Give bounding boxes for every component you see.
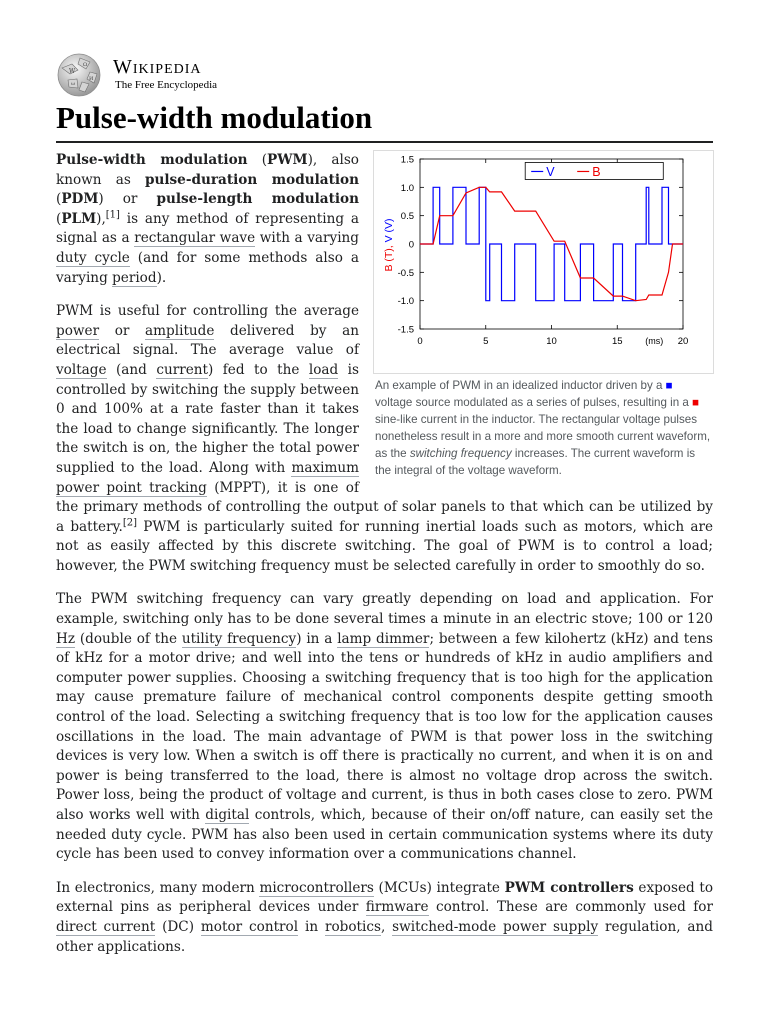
text: in [298,918,325,935]
y-tick-label: 1.5 [400,154,414,166]
page-title: Pulse-width modulation [56,98,713,143]
y-tick-label: 0 [408,239,414,251]
reference-2[interactable] [123,517,137,528]
text: control. These are commonly used for [428,899,713,916]
text: ( [56,210,62,227]
link-period[interactable]: period [112,269,157,286]
x-tick-label: 10 [546,336,557,347]
text: or [99,322,146,339]
text: is controlled by switching the supply between 0 and 100% at a rate faster than it takes the load to change significantly. The longer the switch is on, the higher the total power supplied to the load. Along with [56,361,359,476]
text: ; between a few kilohertz (kHz) and tens of kHz for a motor drive; and well into the tens or hundreds of kHz in audio amplifiers and computer power supplies. Choosing a switching frequency that is too high for the application may cause premature failure of mechanical control components despite getting smooth control of the load. Selecting a switching frequency that is too low for the application causes oscillations in the load. The main advantage of PWM is that power loss in the switching devices is very low. When a switch is off there is practically no current, and when it is on and power is being transferred to the load, there is almost no voltage drop across the switch. Power loss, being the product of voltage and current, is thus in both cases close to zero. PWM also works well with [56,630,713,823]
link-hz[interactable]: Hz [56,630,76,647]
term-bold: PLM [61,210,97,227]
text: controls, which, because of their on/off nature, can easily set the needed duty cycle. PWM has also been used in certain communication systems where its duty cycle has been used to convey information over a communications channel. [56,807,713,863]
term-bold: PWM [267,152,308,168]
text: ) fed to the [207,361,309,378]
caption-text: sine-like current in the inductor. The rectangular voltage pulses nonetheless result in a more and more smooth current waveform, as the [375,413,711,460]
term-bold: PWM controllers [504,879,634,896]
text: (double of the [75,630,182,647]
tagline: The Free Encyclopedia [115,79,218,91]
link-mppt[interactable]: maximum power point tracking [56,459,359,496]
term-bold: PDM [61,191,99,208]
svg-text:W: W [69,68,76,75]
link-utility-frequency[interactable]: utility frequency [181,630,297,647]
figure [373,150,714,479]
text: ( [247,152,268,168]
link-current[interactable]: current [156,361,208,378]
svg-text:И: И [89,76,94,82]
site-brand[interactable] [56,52,713,96]
text: (and [106,361,157,378]
legend-label-b: B [592,164,601,179]
link-direct-current[interactable]: direct current [56,918,156,935]
pwm-chart-frame[interactable] [373,150,714,374]
article-body [56,151,713,957]
chart-legend [525,162,663,179]
link-lamp-dimmer[interactable]: lamp dimmer [337,630,430,647]
y-tick-label: -1.0 [397,296,414,308]
term-bold: pulse-length modulation [156,191,359,208]
text: The PWM switching frequency can vary greatly depending on load and application. For example, switching only has to be done several times a minute in an electric stove; 100 or 120 [56,591,713,628]
reference-1[interactable] [106,209,120,220]
y-label-b: B (T), [383,242,395,272]
link-digital[interactable]: digital [205,807,250,823]
text: , [380,918,393,935]
link-motor-control[interactable]: motor control [200,918,299,935]
caption-text: An example of PWM in an idealized inductor driven by a [375,379,666,392]
caption-text: increases. The current waveform is the integral of the voltage waveform. [375,447,696,477]
legend-label-v: V [546,164,555,179]
text: ). [156,269,167,286]
y-tick-label: -0.5 [397,267,414,279]
link-power[interactable]: power [56,322,100,339]
term-bold: Pulse-width modulation [56,152,248,168]
x-tick-label: 0 [417,336,423,347]
text: ) or [98,191,157,208]
text: ), [96,210,106,227]
link-voltage[interactable]: voltage [56,361,107,378]
reference-link[interactable]: [1] [105,209,120,221]
text: is any method of representing a signal as a [56,210,359,247]
text: (MPPT), it is one of the primary methods of controlling the output of solar panels to that which can be utilized by a battery. [56,479,713,535]
paragraph-electronics [56,879,713,957]
text: In electronics, many modern [56,879,260,896]
link-load[interactable]: load [308,361,339,378]
y-tick-label: -1.5 [397,324,414,336]
caption-emphasis: switching frequency [409,447,512,460]
article-page [56,52,713,971]
x-tick-label: 20 [677,336,689,347]
text: regulation, and other applications. [56,918,713,955]
svg-text:Ω: Ω [83,62,88,68]
y-label-v: V (V) [383,218,395,243]
text: with a varying [255,230,360,247]
x-unit-label: (ms) [645,336,664,346]
link-duty-cycle[interactable]: duty cycle [56,249,130,266]
text: PWM is useful for controlling the average [56,303,359,320]
x-tick-label: 15 [611,336,623,347]
link-firmware[interactable]: firmware [365,899,429,916]
y-axis-label [383,218,395,271]
text: ) in a [296,630,338,647]
wikipedia-globe-icon [56,52,102,98]
link-rectangular-wave[interactable]: rectangular wave [134,230,256,247]
link-amplitude[interactable]: amplitude [145,322,215,339]
text: (and for some methods also a varying [56,249,359,286]
text: PWM is particularly suited for running inertial loads such as motors, which are not as easily affected by this discrete switching. The goal of PWM is to control a load; however, the PWM switching frequency must be selected carefully in order to smoothly do so. [56,518,713,574]
link-robotics[interactable]: robotics [324,918,381,935]
link-smps[interactable]: switched-mode power supply [392,918,599,935]
paragraph-frequency [56,590,713,864]
link-microcontrollers[interactable]: microcontrollers [259,879,374,896]
blue-square-icon: ■ [665,379,673,392]
red-square-icon: ■ [692,396,700,409]
reference-link[interactable]: [2] [122,517,137,529]
text: exposed to external pins as peripheral devices under [56,879,714,916]
figure-caption [373,374,714,479]
text: (MCUs) integrate [373,879,505,896]
svg-text:ω: ω [71,81,76,87]
caption-text: voltage source modulated as a series of pulses, resulting in a [375,396,693,409]
text: delivered by an electrical signal. The average value of [56,322,359,359]
pwm-chart [374,151,713,373]
y-tick-label: 1.0 [400,182,414,194]
text: (DC) [155,918,201,935]
text: ( [56,191,62,208]
text: ), also known as [56,152,359,188]
wordmark: Wikipedia [113,56,202,78]
x-tick-label: 5 [483,336,489,347]
term-bold: pulse-duration modulation [144,171,359,188]
y-tick-label: 0.5 [400,211,414,223]
